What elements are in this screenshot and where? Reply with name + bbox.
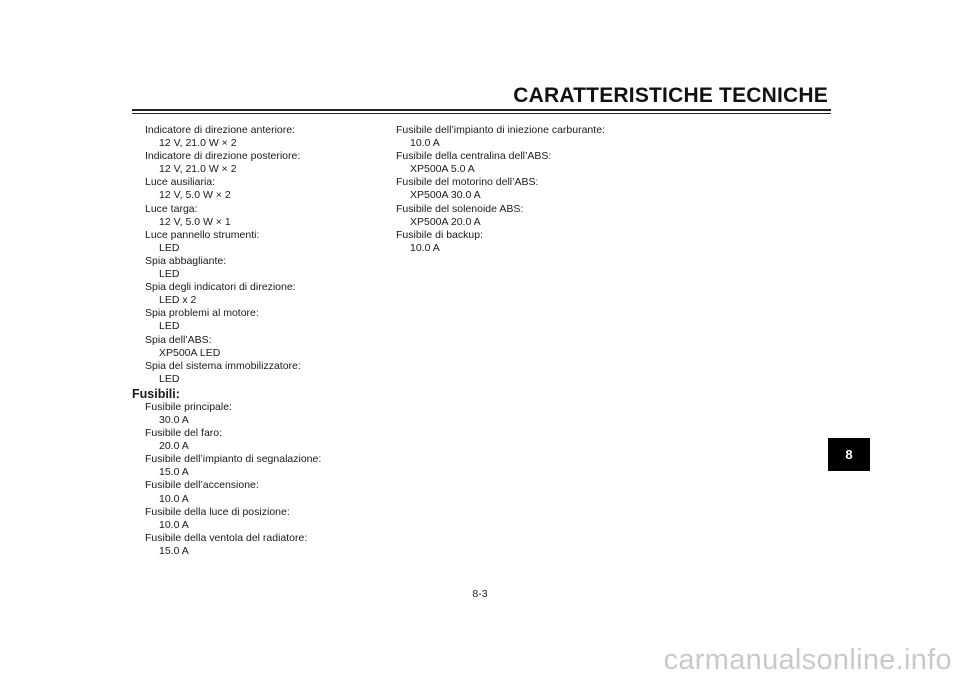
spec-label: Fusibile del faro: [145,427,223,440]
spec-label: Indicatore di direzione anteriore: [145,124,296,136]
spec-value: 30.0 A [159,413,189,426]
spec-label: Indicatore di direzione posteriore: [145,150,301,163]
spec-value: XP500A 5.0 A [410,163,475,176]
spec-label: Fusibile dell’impianto di segnalazione: [145,453,322,466]
spec-value: LED [159,372,180,385]
spec-value: 10.0 A [410,137,440,150]
spec-label: Fusibile dell’impianto di iniezione carburante: [396,124,605,136]
spec-label: Fusibile della luce di posizione: [145,505,290,518]
section-heading: Fusibili: [132,386,180,401]
spec-label: Spia degli indicatori di direzione: [145,281,296,294]
spec-label: Spia del sistema immobilizzatore: [145,359,301,372]
spec-value: 12 V, 21.0 W × 2 [159,163,237,176]
spec-value: 12 V, 21.0 W × 2 [159,137,237,150]
spec-column-left [132,124,362,558]
spec-value: 15.0 A [159,544,189,557]
spec-value: XP500A 20.0 A [410,215,481,228]
spec-value: XP500A LED [159,346,221,359]
chapter-tab: 8 [828,438,870,471]
spec-label: Luce targa: [145,202,198,215]
spec-value: 20.0 A [159,440,189,453]
spec-label: Fusibile dell’accensione: [145,479,259,492]
page-title: CARATTERISTICHE TECNICHE [513,84,828,107]
spec-label: Spia dell’ABS: [145,333,212,346]
spec-value: LED x 2 [159,294,197,307]
spec-value: 10.0 A [410,241,440,254]
spec-label: Fusibile della centralina dell’ABS: [396,150,552,163]
spec-value: LED [159,241,180,254]
spec-value: 12 V, 5.0 W × 2 [159,189,231,202]
spec-label: Luce ausiliaria: [145,176,216,189]
spec-label: Fusibile della ventola del radiatore: [145,531,308,544]
spec-label: Fusibile di backup: [396,228,483,241]
header-rule-thick [132,109,831,111]
spec-value: 10.0 A [159,518,189,531]
spec-label: Fusibile del solenoide ABS: [396,202,524,215]
spec-value: 15.0 A [159,466,189,479]
spec-label: Fusibile principale: [145,400,232,413]
spec-value: LED [159,320,180,333]
spec-value: 10.0 A [159,492,189,505]
header-rule-thin [132,113,831,114]
spec-value: 12 V, 5.0 W × 1 [159,215,231,228]
spec-label: Fusibile del motorino dell’ABS: [396,176,539,189]
spec-value: LED [159,268,180,281]
spec-value: XP500A 30.0 A [410,189,481,202]
spec-column-right [383,124,643,255]
spec-label: Spia abbagliante: [145,254,227,267]
spec-label: Spia problemi al motore: [145,307,259,320]
watermark: carmanualsonline.info [663,644,952,676]
spec-label: Luce pannello strumenti: [145,228,260,241]
page-number: 8-3 [472,588,488,600]
